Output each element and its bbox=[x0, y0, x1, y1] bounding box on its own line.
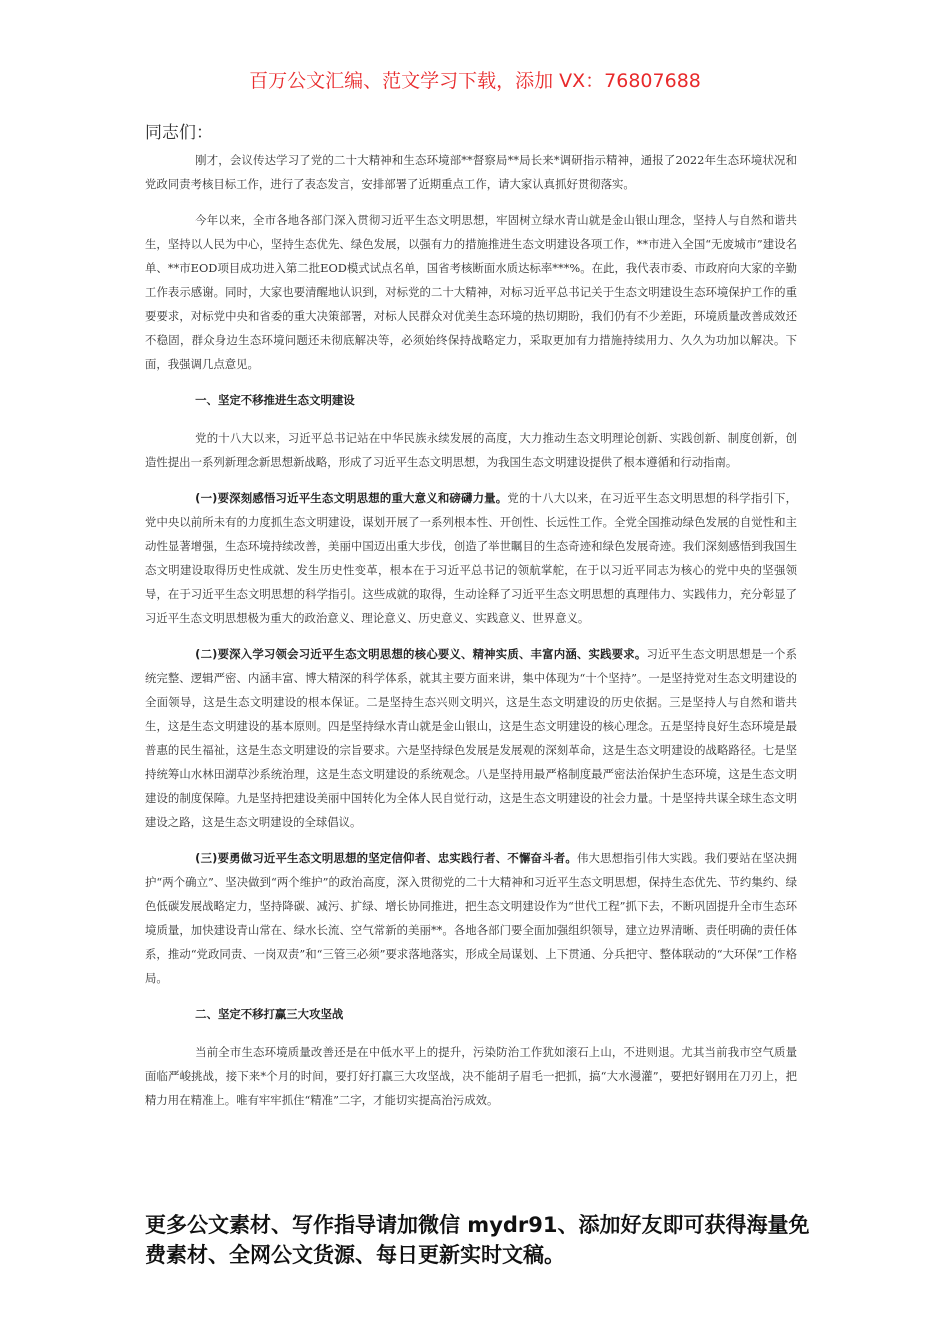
paragraph-6-lead: (三)要勇做习近平生态文明思想的坚定信仰者、忠实践行者、不懈奋斗者。 bbox=[195, 851, 577, 865]
paragraph-4 bbox=[145, 486, 797, 630]
paragraph-4-text: 党的十八大以来，在习近平生态文明思想的科学指引下，党中央以前所未有的力度抓生态文明建设，谋划开展了一系列根本性、开创性、长远性工作。全党全国推动绿色发展的自觉性和主动性显著增强，生态环境持续改善，美丽中国迈出重大步伐，创造了举世瞩目的生态奇迹和绿色发展奇迹。我们深刻感悟到我国生态文明建设取得历史性成就、发生历史性变革，根本在于习近平总书记的领航掌舵，在于以习近平同志为核心的党中央的坚强领导，在于习近平生态文明思想的科学指引。这些成就的取得，生动诠释了习近平生态文明思想的真理伟力、实践伟力，充分彰显了习近平生态文明思想极为重大的政治意义、理论意义、历史意义、实践意义、世界意义。 bbox=[145, 491, 797, 625]
paragraph-7: 当前全市生态环境质量改善还是在中低水平上的提升，污染防治工作犹如滚石上山，不进则退。尤其当前我市空气质量面临严峻挑战，接下来*个月的时间，要打好打赢三大攻坚战，决不能胡子眉毛一把抓，搞“大水漫灌”，要把好钢用在刀刃上，把精力用在精准上。唯有牢牢抓住“精准”二字，才能切实提高治污成效。 bbox=[145, 1045, 797, 1107]
promo-footer: 更多公文素材、写作指导请加微信 mydr91、添加好友即可获得海量免费素材、全网公文货源、每日更新实时文稿。 bbox=[145, 1213, 810, 1267]
paragraph-3: 党的十八大以来，习近平总书记站在中华民族永续发展的高度，大力推动生态文明理论创新、实践创新、制度创新，创造性提出一系列新理念新思想新战略，形成了习近平生态文明思想，为我国生态文明建设提供了根本遵循和行动指南。 bbox=[145, 431, 797, 469]
promo-banner: 百万公文汇编、范文学习下载，添加 VX：76807688 bbox=[249, 70, 701, 92]
paragraph-5 bbox=[145, 642, 797, 834]
paragraph-5-lead: (二)要深入学习领会习近平生态文明思想的核心要义、精神实质、丰富内涵、实践要求。 bbox=[195, 647, 647, 661]
section-heading-1: 一、坚定不移推进生态文明建设 bbox=[195, 393, 355, 407]
paragraph-6-text: 伟大思想指引伟大实践。我们要站在坚决拥护“两个确立”、坚决做到“两个维护”的政治高度，深入贯彻党的二十大精神和习近平生态文明思想，保持生态优先、节约集约、绿色低碳发展战略定力，坚持降碳、减污、扩绿、增长协同推进，把生态文明建设作为“世代工程”抓下去，不断巩固提升全市生态环境质量，加快建设青山常在、绿水长流、空气常新的美丽**。各地各部门要全面加强组织领导，建立边界清晰、责任明确的责任体系，推动“党政同责、一岗双责”和“三管三必须”要求落地落实，形成全局谋划、上下贯通、分兵把守、整体联动的“大环保”工作格局。 bbox=[145, 851, 797, 985]
paragraph-5-text: 习近平生态文明思想是一个系统完整、逻辑严密、内涵丰富、博大精深的科学体系，就其主要方面来讲，集中体现为“十个坚持”。一是坚持党对生态文明建设的全面领导，这是生态文明建设的根本保证。二是坚持生态兴则文明兴，这是生态文明建设的历史依据。三是坚持人与自然和谐共生，这是生态文明建设的基本原则。四是坚持绿水青山就是金山银山，这是生态文明建设的核心理念。五是坚持良好生态环境是最普惠的民生福祉，这是生态文明建设的宗旨要求。六是坚持绿色发展是发展观的深刻革命，这是生态文明建设的战略路径。七是坚持统筹山水林田湖草沙系统治理，这是生态文明建设的系统观念。八是坚持用最严格制度最严密法治保护生态环境，这是生态文明建设的制度保障。九是坚持把建设美丽中国转化为全体人民自觉行动，这是生态文明建设的社会力量。十是坚持共谋全球生态文明建设之路，这是生态文明建设的全球倡议。 bbox=[145, 647, 797, 829]
paragraph-2: 今年以来，全市各地各部门深入贯彻习近平生态文明思想，牢固树立绿水青山就是金山银山理念，坚持人与自然和谐共生，坚持以人民为中心，坚持生态优先、绿色发展，以强有力的措施推进生态文明建设各项工作，**市进入全国“无废城市”建设名单、**市EOD项目成功进入第二批EOD模式试点名单，国省考核断面水质达标率***%。在此，我代表市委、市政府向大家的辛勤工作表示感谢。同时，大家也要清醒地认识到，对标党的二十大精神，对标习近平总书记关于生态文明建设生态环境保护工作的重要要求，对标党中央和省委的重大决策部署，对标人民群众对优美生态环境的热切期盼，我们仍有不少差距，环境质量改善成效还不稳固，群众身边生态环境问题还未彻底解决等，必须始终保持战略定力，采取更加有力措施持续用力、久久为功加以解决。下面，我强调几点意见。 bbox=[145, 213, 797, 371]
salutation: 同志们： bbox=[145, 123, 213, 143]
document-body bbox=[145, 148, 797, 1124]
paragraph-4-lead: (一)要深刻感悟习近平生态文明思想的重大意义和磅礴力量。 bbox=[195, 491, 508, 505]
section-heading-2: 二、坚定不移打赢三大攻坚战 bbox=[195, 1007, 344, 1021]
paragraph-1: 刚才，会议传达学习了党的二十大精神和生态环境部**督察局**局长来*调研指示精神，通报了2022年生态环境状况和党政同责考核目标工作，进行了表态发言，安排部署了近期重点工作，请大家认真抓好贯彻落实。 bbox=[145, 153, 797, 191]
paragraph-6 bbox=[145, 846, 797, 990]
